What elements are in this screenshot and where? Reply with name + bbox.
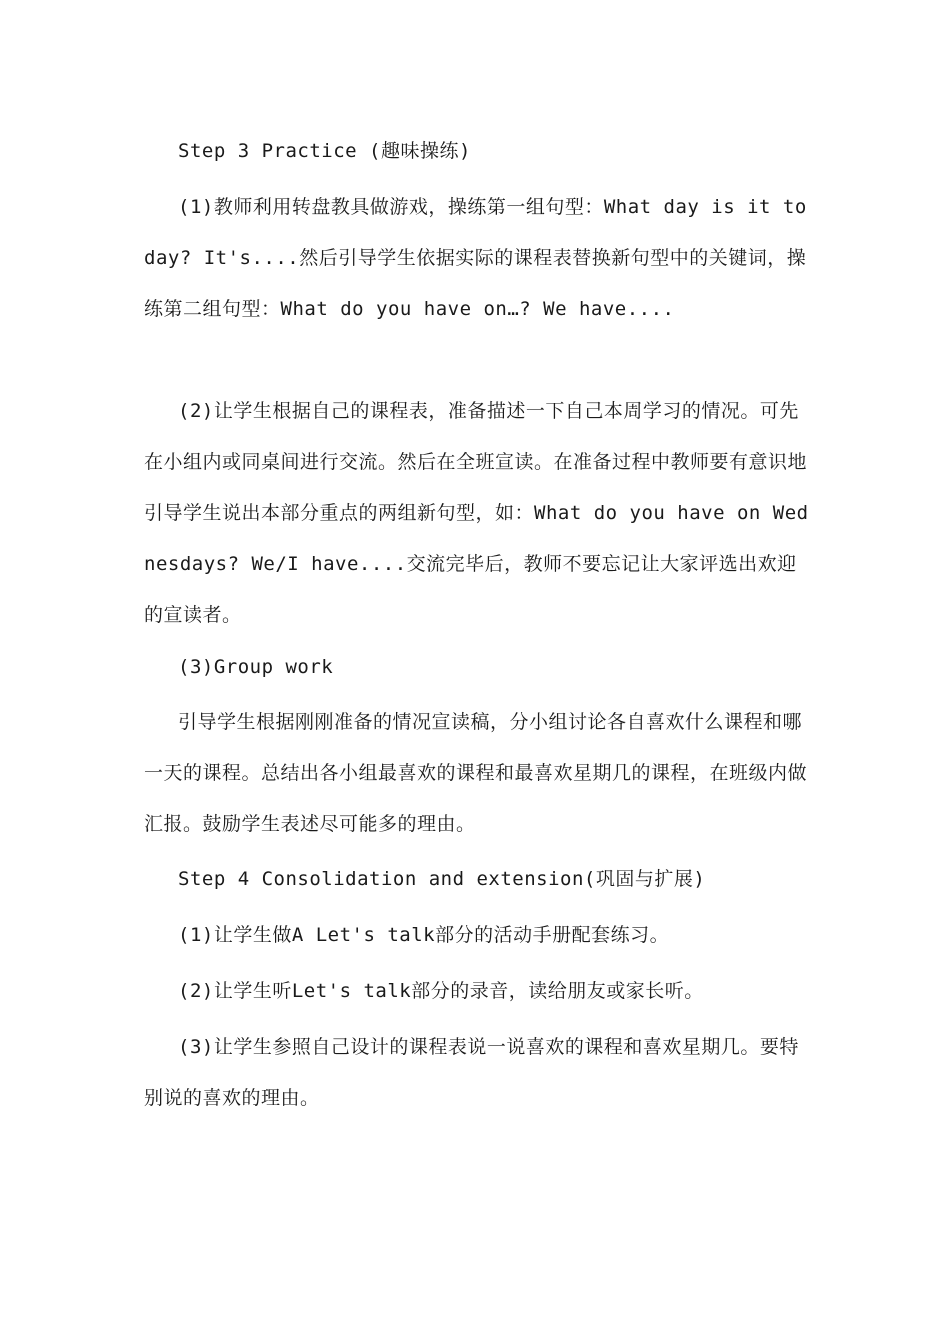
group-work-text: 引导学生根据刚刚准备的情况宣读稿，分小组讨论各自喜欢什么课程和哪一天的课程。总结出各小组最喜欢的课程和最喜欢星期几的课程，在班级内做汇报。鼓励学生表述尽可能多的理由。 xyxy=(144,711,808,835)
extension-item-2: (2)让学生听Let's talk部分的录音，读给朋友或家长听。 xyxy=(178,980,704,1002)
step3-heading: Step 3 Practice (趣味操练) xyxy=(178,140,471,162)
extension-item-3: (3)让学生参照自己设计的课程表说一说喜欢的课程和喜欢星期几。要特别说的喜欢的理由。 xyxy=(144,1036,799,1109)
step4-heading: Step 4 Consolidation and extension(巩固与扩展) xyxy=(178,868,706,890)
practice-item-1: (1)教师利用转盘教具做游戏，操练第一组句型：What day is it today? It's....然后引导学生依据实际的课程表替换新句型中的关键词，操练第二组句型：What do you have on…? We have.... xyxy=(144,196,807,320)
extension-item-1: (1)让学生做A Let's talk部分的活动手册配套练习。 xyxy=(178,924,670,946)
group-work-label: (3)Group work xyxy=(178,656,334,678)
practice-item-2: (2)让学生根据自己的课程表，准备描述一下自己本周学习的情况。可先在小组内或同桌间进行交流。然后在全班宣读。在准备过程中教师要有意识地引导学生说出本部分重点的两组新句型，如：What do you have on Wednesdays? We/I have....交流完毕后，教师不要忘记让大家评选出欢迎的宣读者。 xyxy=(144,400,809,626)
